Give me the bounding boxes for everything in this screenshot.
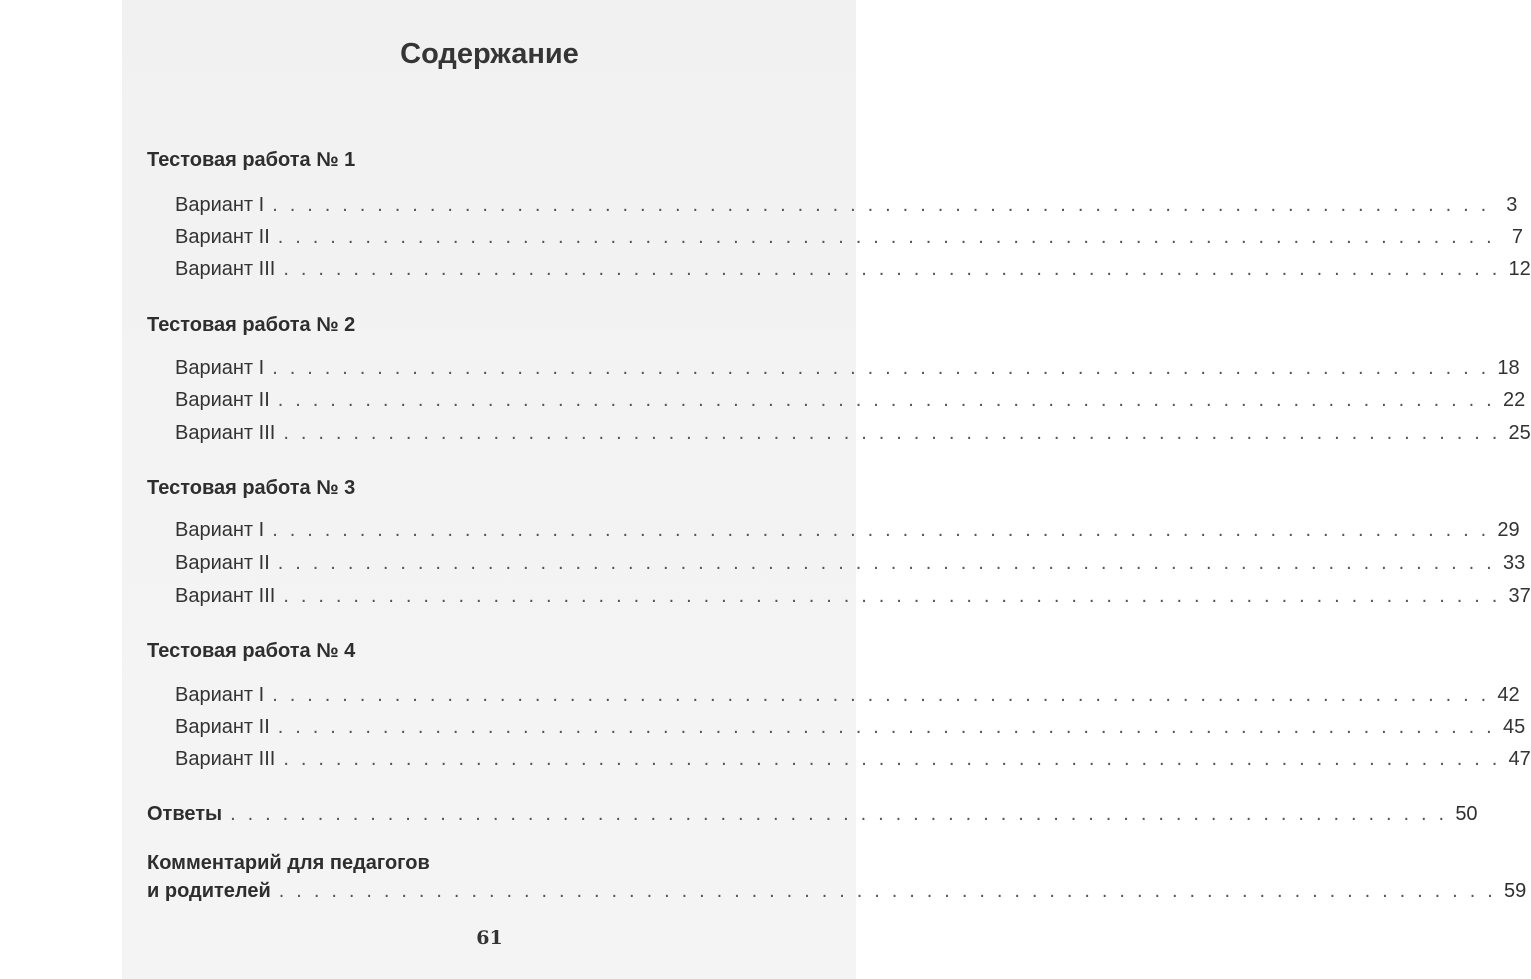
toc-entry-page: 59 xyxy=(1503,880,1527,902)
toc-entry-label: Вариант I xyxy=(175,357,265,379)
toc-entry-label: Вариант III xyxy=(175,748,276,770)
toc-entry-page: 7 xyxy=(1511,226,1523,248)
toc-entry xyxy=(175,748,1531,771)
toc-entry-page: 47 xyxy=(1508,748,1531,770)
dot-leader: . . . . . . . . . . . . . . . . . . . . . . . . . . . . . . . . . . . . . . . . . . . . . . . . . . . . . . . . . . . . . . . . . . . . . . xyxy=(277,716,1495,738)
toc-entry-label: Вариант III xyxy=(175,258,276,280)
toc-entry-page: 22 xyxy=(1502,389,1526,411)
toc-entry-page: 3 xyxy=(1506,194,1518,216)
toc-entry-page: 50 xyxy=(1455,803,1478,825)
toc-entry-page: 29 xyxy=(1497,519,1520,541)
dot-leader: . . . . . . . . . . . . . . . . . . . . . . . . . . . . . . . . . . . . . . . . . . . . . . . . . . . . . . . . . . . . . . . . . . . . . . xyxy=(272,684,1490,706)
dot-leader: . . . . . . . . . . . . . . . . . . . . . . . . . . . . . . . . . . . . . . . . . . . . . . . . . . . . . . . . . . . . . . . . . . . . . . xyxy=(272,519,1490,541)
toc-entry xyxy=(175,552,1526,575)
dot-leader: . . . . . . . . . . . . . . . . . . . . . . . . . . . . . . . . . . . . . . . . . . . . . . . . . . . . . . . . . . . . . . . . . . . . . . xyxy=(272,357,1490,379)
dot-leader: . . . . . . . . . . . . . . . . . . . . . . . . . . . . . . . . . . . . . . . . . . . . . . . . . . . . . . . . . . . . . . . . . . . . . . xyxy=(277,389,1495,411)
toc-entry xyxy=(175,716,1526,739)
toc-entry-label: Вариант I xyxy=(175,194,265,216)
toc-entry-label: Вариант III xyxy=(175,422,276,444)
toc-entry xyxy=(175,226,1523,249)
dot-leader: . . . . . . . . . . . . . . . . . . . . . . . . . . . . . . . . . . . . . . . . . . . . . . . . . . . . . . . . . . . . . . . . . . . . . . xyxy=(277,552,1495,574)
toc-entry-page: 45 xyxy=(1502,716,1526,738)
section-heading-3: Тестовая работа № 3 xyxy=(147,477,356,499)
dot-leader: . . . . . . . . . . . . . . . . . . . . . . . . . . . . . . . . . . . . . . . . . . . . . . . . . . . . . . . . . . . . . . . . . . . . . . xyxy=(283,422,1501,444)
toc-entry-label: Вариант III xyxy=(175,585,276,607)
dot-leader: . . . . . . . . . . . . . . . . . . . . . . . . . . . . . . . . . . . . . . . . . . . . . . . . . . . . . . . . . . . . . . . . . . . . . . xyxy=(230,803,1448,825)
toc-entry-commentary-line1: Комментарий для педагогов xyxy=(147,852,430,874)
section-heading-1: Тестовая работа № 1 xyxy=(147,149,356,171)
dot-leader: . . . . . . . . . . . . . . . . . . . . . . . . . . . . . . . . . . . . . . . . . . . . . . . . . . . . . . . . . . . . . . . . . . . . . . xyxy=(278,880,1496,902)
toc-entry xyxy=(175,422,1531,445)
toc-entry-answers xyxy=(147,803,1478,826)
page-title: Содержание xyxy=(400,38,579,70)
toc-entry-label: Ответы xyxy=(147,803,223,825)
toc-entry-label: Вариант I xyxy=(175,684,265,706)
toc-entry-label: Вариант I xyxy=(175,519,265,541)
toc-entry-label: Вариант II xyxy=(175,226,270,248)
page-number: 61 xyxy=(476,927,503,949)
toc-entry-page: 37 xyxy=(1508,585,1531,607)
toc-entry xyxy=(175,684,1520,707)
dot-leader: . . . . . . . . . . . . . . . . . . . . . . . . . . . . . . . . . . . . . . . . . . . . . . . . . . . . . . . . . . . . . . . . . . . . . . xyxy=(283,258,1501,280)
toc-entry xyxy=(175,585,1531,608)
toc-entry-page: 42 xyxy=(1497,684,1520,706)
section-heading-2: Тестовая работа № 2 xyxy=(147,314,356,336)
dot-leader: . . . . . . . . . . . . . . . . . . . . . . . . . . . . . . . . . . . . . . . . . . . . . . . . . . . . . . . . . . . . . . . . . . . . . . xyxy=(277,226,1495,248)
toc-entry-label: Вариант II xyxy=(175,716,270,738)
toc-entry-commentary xyxy=(147,880,1527,903)
dot-leader: . . . . . . . . . . . . . . . . . . . . . . . . . . . . . . . . . . . . . . . . . . . . . . . . . . . . . . . . . . . . . . . . . . . . . . xyxy=(283,585,1501,607)
toc-entry-page: 12 xyxy=(1508,258,1531,280)
toc-entry-page: 33 xyxy=(1502,552,1526,574)
toc-entry xyxy=(175,357,1520,380)
section-heading-4: Тестовая работа № 4 xyxy=(147,640,356,662)
toc-entry-page: 18 xyxy=(1497,357,1520,379)
toc-entry xyxy=(175,194,1518,217)
toc-entry-page: 25 xyxy=(1508,422,1531,444)
dot-leader: . . . . . . . . . . . . . . . . . . . . . . . . . . . . . . . . . . . . . . . . . . . . . . . . . . . . . . . . . . . . . . . . . . . . . . xyxy=(272,194,1490,216)
toc-entry xyxy=(175,389,1526,412)
toc-entry-label: и родителей xyxy=(147,880,271,902)
dot-leader: . . . . . . . . . . . . . . . . . . . . . . . . . . . . . . . . . . . . . . . . . . . . . . . . . . . . . . . . . . . . . . . . . . . . . . xyxy=(283,748,1501,770)
toc-entry-label: Вариант II xyxy=(175,552,270,574)
toc-entry-label: Вариант II xyxy=(175,389,270,411)
toc-entry xyxy=(175,519,1520,542)
toc-entry xyxy=(175,258,1531,281)
